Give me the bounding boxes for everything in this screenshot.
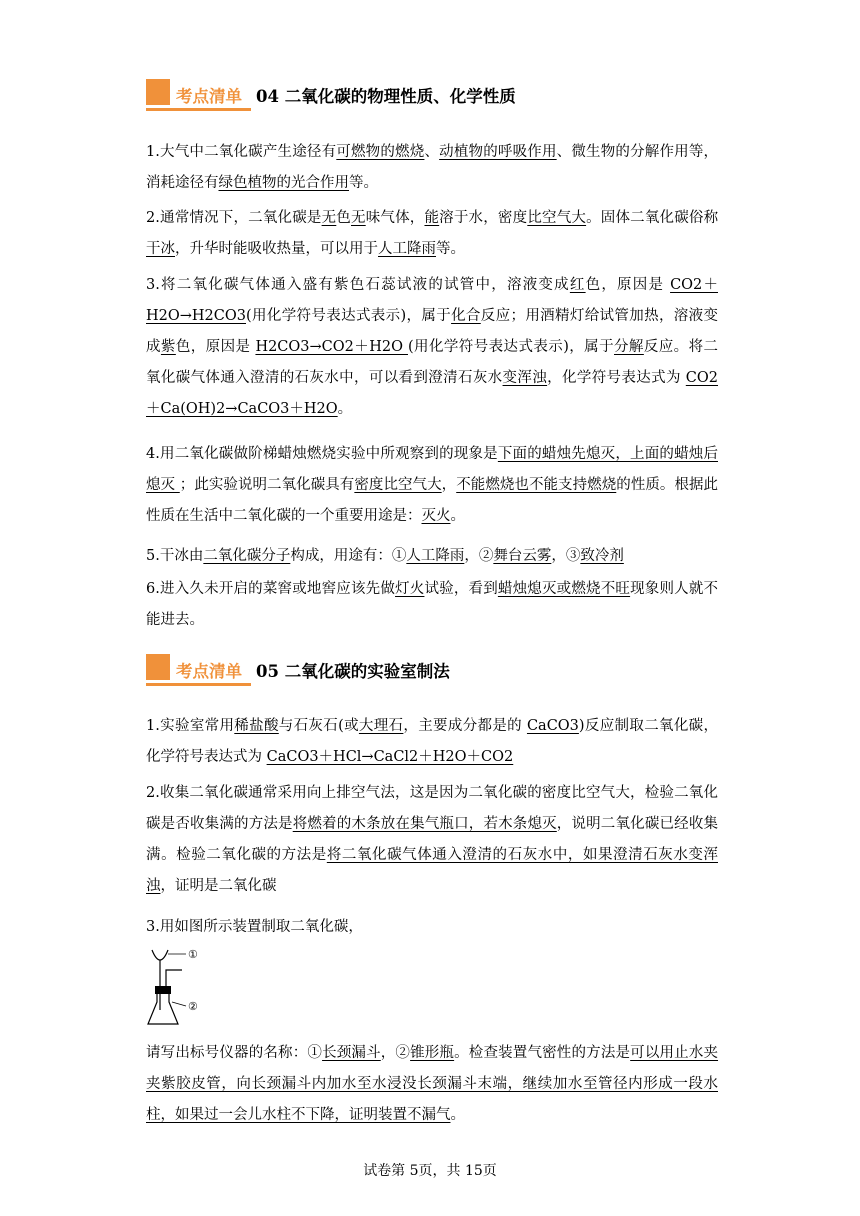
answer: 分解 [614, 339, 644, 355]
s1-paragraph-6 [146, 574, 718, 636]
text: 5.干冰由 [146, 548, 204, 564]
s2-paragraph-4 [146, 1038, 718, 1131]
section-marker-square [146, 654, 170, 680]
answer: 灭火 [421, 508, 451, 524]
section-marker-bar [146, 108, 251, 111]
answer: 稀盐酸 [234, 718, 279, 734]
section-05-header [146, 654, 726, 694]
s2-paragraph-3: 3.用如图所示装置制取二氧化碳， [146, 919, 363, 935]
page-footer: 试卷第 5页，共 15页 [363, 1163, 497, 1179]
answer: 无 [351, 210, 366, 226]
text: 6.进入久未开启的菜窖或地窖应该先做 [146, 581, 396, 597]
section-tag: 考点清单 [176, 662, 242, 681]
text: 色，原因是 [585, 277, 671, 293]
leader-line-2 [172, 1002, 186, 1006]
answer: 变浑浊 [502, 370, 548, 386]
label-2: ② [188, 1000, 198, 1013]
section-04-header [146, 79, 726, 119]
answer: 可以用止水夹夹紫胶皮管，向长颈漏斗内加水至水浸没长颈漏斗末端，继续加水至管径内形成一段水柱，如果过一会儿水柱不下降，证明装置不漏气 [146, 1045, 719, 1123]
s1-paragraph-2 [146, 203, 718, 265]
text: ，化学符号表达式为 [547, 370, 686, 386]
text: 2.收集二氧化碳通常采用向上排空气法，这是因为二氧化碳的密度比空气大，检验二氧化碳是否收集满的方法是 [146, 785, 718, 832]
text: (用化学符号表达式表示)，属于 [246, 308, 452, 324]
text: 色，原因是 [175, 339, 256, 355]
answer: CO2＋Ca(OH)2→CaCO3＋H2O [146, 370, 719, 417]
answer: CO2＋H2O→H2CO3 [146, 277, 718, 324]
label-1: ① [188, 948, 198, 961]
s1-paragraph-1 [146, 137, 718, 199]
text: ， [441, 477, 457, 493]
section-marker-bar [146, 683, 251, 686]
section-title: 05 二氧化碳的实验室制法 [256, 662, 450, 681]
text: 2.通常情况下，二氧化碳是 [146, 210, 322, 226]
text: 。 [450, 1107, 465, 1123]
text: ，主要成分都是的 [403, 718, 527, 734]
conical-flask [148, 994, 178, 1024]
text: ；此实验说明二氧化碳具有 [179, 477, 355, 493]
text: 请写出标号仪器的名称：① [146, 1045, 323, 1061]
section-title: 04 二氧化碳的物理性质、化学性质 [256, 87, 516, 106]
s2-paragraph-1 [146, 711, 718, 773]
answer: 舞台云雾 [493, 548, 552, 564]
s1-paragraph-4 [146, 439, 718, 532]
text: 溶于水，密度 [439, 210, 528, 226]
answer: 致冷剂 [580, 548, 624, 564]
answer: 无 [321, 210, 337, 226]
answer: 人工降雨 [378, 241, 436, 257]
text: 、 [424, 144, 440, 160]
stopper [155, 986, 171, 994]
text: 味气体， [365, 210, 425, 226]
apparatus-figure [146, 946, 206, 1028]
answer: 人工降雨 [406, 548, 465, 564]
text: 反应。将二氧化碳气体通入澄清的石灰水中，可以看到澄清石灰水 [146, 339, 718, 386]
answer: 将燃着的木条放在集气瓶口，若木条熄灭 [292, 816, 557, 832]
answer: 可燃物的燃烧 [336, 144, 425, 160]
answer: 绿色植物的光合作用 [218, 175, 349, 191]
text: ，② [464, 548, 494, 564]
text: 等。 [436, 241, 465, 257]
answer: 紫 [160, 339, 176, 355]
text: ，③ [551, 548, 581, 564]
section-tag: 考点清单 [176, 87, 242, 106]
answer: 不能燃烧也不能支持燃烧 [456, 477, 617, 493]
text: 、微生物的分解作用等，消耗途径有 [146, 144, 719, 191]
text: 与石灰石(或 [278, 718, 359, 734]
text: 色 [336, 210, 351, 226]
text: 。 [337, 401, 353, 417]
answer: 干冰 [146, 241, 175, 257]
answer: 下面的蜡烛先熄灭，上面的蜡烛后熄灭 [146, 446, 718, 493]
answer: 能 [424, 210, 440, 226]
answer: 长颈漏斗 [322, 1045, 381, 1061]
text: 。检查装置气密性的方法是 [454, 1045, 631, 1061]
text: 。 [450, 508, 465, 524]
answer: 灯火 [395, 581, 425, 597]
text: 1.大气中二氧化碳产生途径有 [146, 144, 337, 160]
s2-paragraph-2 [146, 778, 718, 902]
s1-paragraph-3 [146, 270, 718, 425]
section-marker-square [146, 79, 170, 105]
s1-paragraph-5 [146, 541, 718, 572]
text: 3.将二氧化碳气体通入盛有紫色石蕊试液的试管中，溶液变成 [146, 277, 570, 293]
funnel-top [152, 950, 168, 960]
text: 1.实验室常用 [146, 718, 235, 734]
answer: 动植物的呼吸作用 [439, 144, 557, 160]
answer: 大理石 [358, 718, 404, 734]
text: ，证明是二氧化碳 [160, 878, 277, 894]
text: 的性质。根据此性质在生活中二氧化碳的一个重要用途是： [146, 477, 719, 524]
answer: 蜡烛熄灭或燃烧不旺 [497, 581, 631, 597]
text: ，② [380, 1045, 411, 1061]
text: ，说明二氧化碳已经收集满。检验二氧化碳的方法是 [146, 816, 719, 863]
answer: CaCO3 [526, 718, 579, 734]
text: 试验，看到 [424, 581, 498, 597]
text: 等。 [349, 175, 378, 191]
answer: 锥形瓶 [410, 1045, 455, 1061]
text: 。固体二氧化碳俗称 [586, 210, 719, 226]
answer: 比空气大 [527, 210, 587, 226]
text: (用化学符号表达式表示)，属于 [407, 339, 615, 355]
text: 现象则人就不能进去。 [146, 581, 719, 628]
answer: CaCO3＋HCl→CaCl2＋H2O＋CO2 [266, 749, 514, 765]
answer: 密度比空气大 [354, 477, 442, 493]
text: 构成，用途有：① [290, 548, 407, 564]
answer: 二氧化碳分子 [203, 548, 291, 564]
text: )反应制取二氧化碳，化学符号表达式为 [146, 718, 719, 765]
answer: H2CO3→CO2＋H2O [255, 339, 408, 355]
text: 反应；用酒精灯给试管加热，溶液变成 [146, 308, 719, 355]
answer: 将二氧化碳气体通入澄清的石灰水中，如果澄清石灰水变浑浊 [146, 847, 718, 894]
text: ，升华时能吸收热量，可以用于 [175, 241, 378, 257]
answer: 红 [569, 277, 586, 293]
answer: 化合 [451, 308, 481, 324]
apparatus-diagram [146, 946, 206, 1028]
text: 4.用二氧化碳做阶梯蜡烛燃烧实验中所观察到的现象是 [146, 446, 498, 462]
